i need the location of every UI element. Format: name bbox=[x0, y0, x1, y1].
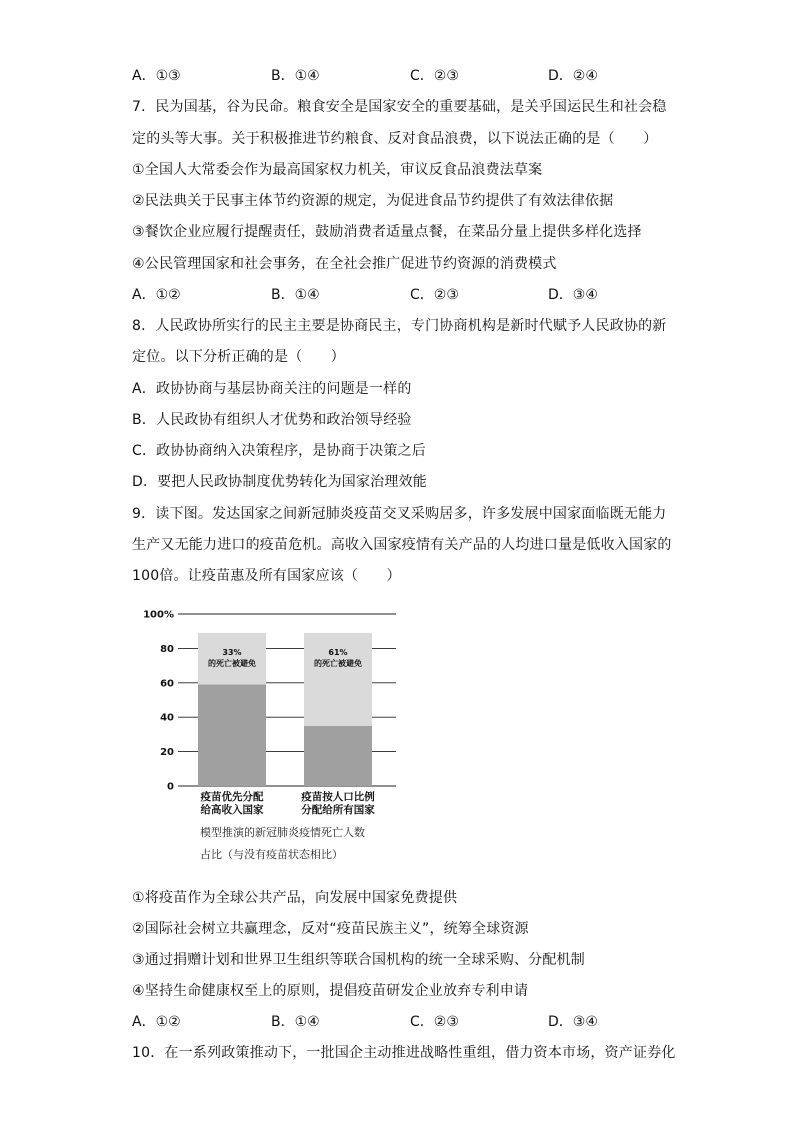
annotation-text-2: 的死亡被避免 bbox=[314, 658, 362, 668]
q9-option-a: A．①② bbox=[132, 1014, 181, 1030]
q6-option-b: B．①④ bbox=[271, 68, 320, 84]
q7-stem-line-1: 7．民为国基，谷为民命。粮食安全是国家安全的重要基础，是关乎国运民生和社会稳 bbox=[132, 99, 667, 115]
q7-stem-line-2: 定的头等大事。关于积极推进节约粮食、反对食品浪费，以下说法正确的是（ ） bbox=[132, 131, 658, 147]
q7-item-4: ④公民管理国家和社会事务，在全社会推广促进节约资源的消费模式 bbox=[132, 256, 557, 272]
annotation-text-1: 的死亡被避免 bbox=[208, 658, 256, 668]
vaccine-death-chart bbox=[140, 600, 410, 870]
q8-choice-b: B．人民政协有组织人才优势和政治领导经验 bbox=[132, 412, 412, 428]
chart-y-ticks bbox=[143, 610, 174, 793]
x-label-1-line-2: 给高收入国家 bbox=[200, 804, 264, 816]
q8-choice-a: A．政协协商与基层协商关注的问题是一样的 bbox=[132, 381, 412, 397]
annotation-percent-2: 61% bbox=[328, 647, 348, 657]
q6-option-c: C．②③ bbox=[410, 68, 459, 84]
q7-item-3: ③餐饮企业应履行提醒责任，鼓励消费者适量点餐，在菜品分量上提供多样化选择 bbox=[132, 224, 642, 240]
y-tick-label: 20 bbox=[160, 747, 174, 759]
q7-option-d: D．③④ bbox=[548, 287, 598, 303]
q10-stem-line-1: 10．在一系列政策推动下，一批国企主动推进战略性重组，借力资本市场，资产证券化 bbox=[132, 1045, 676, 1061]
y-tick-label: 0 bbox=[167, 781, 174, 793]
q9-item-2: ②国际社会树立共赢理念，反对“疫苗民族主义”，统筹全球资源 bbox=[132, 921, 529, 937]
q6-option-a: A．①③ bbox=[132, 68, 181, 84]
q8-choice-d: D．要把人民政协制度优势转化为国家治理效能 bbox=[132, 474, 427, 490]
q6-option-d: D．②④ bbox=[548, 68, 598, 84]
y-tick-label: 80 bbox=[160, 643, 174, 655]
q9-item-1: ①将疫苗作为全球公共产品，向发展中国家免费提供 bbox=[132, 890, 458, 906]
chart-caption-line-2: 占比（与没有疫苗状态相比） bbox=[200, 848, 343, 861]
x-label-2-line-1: 疫苗按人口比例 bbox=[301, 791, 375, 803]
x-label-1-line-1: 疫苗优先分配 bbox=[200, 791, 264, 803]
chart-x-labels bbox=[200, 790, 376, 816]
q8-choice-c: C．政协协商纳入决策程序，是协商于决策之后 bbox=[132, 443, 426, 459]
y-tick-label: 60 bbox=[160, 678, 174, 690]
q7-option-c: C．②③ bbox=[410, 287, 459, 303]
bar-bottom-2 bbox=[304, 726, 372, 786]
q9-item-3: ③通过捐赠计划和世界卫生组织等联合国机构的统一全球采购、分配机制 bbox=[132, 952, 585, 968]
q9-stem-line-2: 生产又无能力进口的疫苗危机。高收入国家疫情有关产品的人均进口量是低收入国家的 bbox=[132, 537, 672, 553]
q6-options bbox=[132, 67, 692, 85]
bar-bottom-1 bbox=[198, 685, 266, 786]
q9-option-b: B．①④ bbox=[271, 1014, 320, 1030]
q7-option-a: A．①② bbox=[132, 287, 181, 303]
q9-option-c: C．②③ bbox=[410, 1014, 459, 1030]
y-tick-label: 40 bbox=[160, 712, 174, 724]
q9-stem-line-3: 100倍。让疫苗惠及所有国家应该（ ） bbox=[132, 568, 401, 584]
x-label-2-line-2: 分配给所有国家 bbox=[301, 804, 375, 816]
q9-stem-line-1: 9．读下图。发达国家之间新冠肺炎疫苗交叉采购居多，许多发展中国家面临既无能力 bbox=[132, 506, 667, 522]
q9-item-4: ④坚持生命健康权至上的原则，提倡疫苗研发企业放弃专利申请 bbox=[132, 983, 529, 999]
q8-stem-line-2: 定位。以下分析正确的是（ ） bbox=[132, 349, 345, 365]
q7-option-b: B．①④ bbox=[271, 287, 320, 303]
q9-option-d: D．③④ bbox=[548, 1014, 598, 1030]
annotation-percent-1: 33% bbox=[222, 647, 242, 657]
q7-options bbox=[132, 286, 692, 304]
bar-top-2 bbox=[304, 633, 372, 726]
q7-item-1: ①全国人大常委会作为最高国家权力机关，审议反食品浪费法草案 bbox=[132, 162, 543, 178]
y-tick-label: 100% bbox=[143, 609, 174, 621]
q8-stem-line-1: 8．人民政协所实行的民主主要是协商民主，专门协商机构是新时代赋予人民政协的新 bbox=[132, 318, 667, 334]
q9-options bbox=[132, 1013, 692, 1031]
q7-item-2: ②民法典关于民事主体节约资源的规定，为促进食品节约提供了有效法律依据 bbox=[132, 193, 614, 209]
chart-caption-line-1: 模型推演的新冠肺炎疫情死亡人数 bbox=[200, 826, 365, 839]
